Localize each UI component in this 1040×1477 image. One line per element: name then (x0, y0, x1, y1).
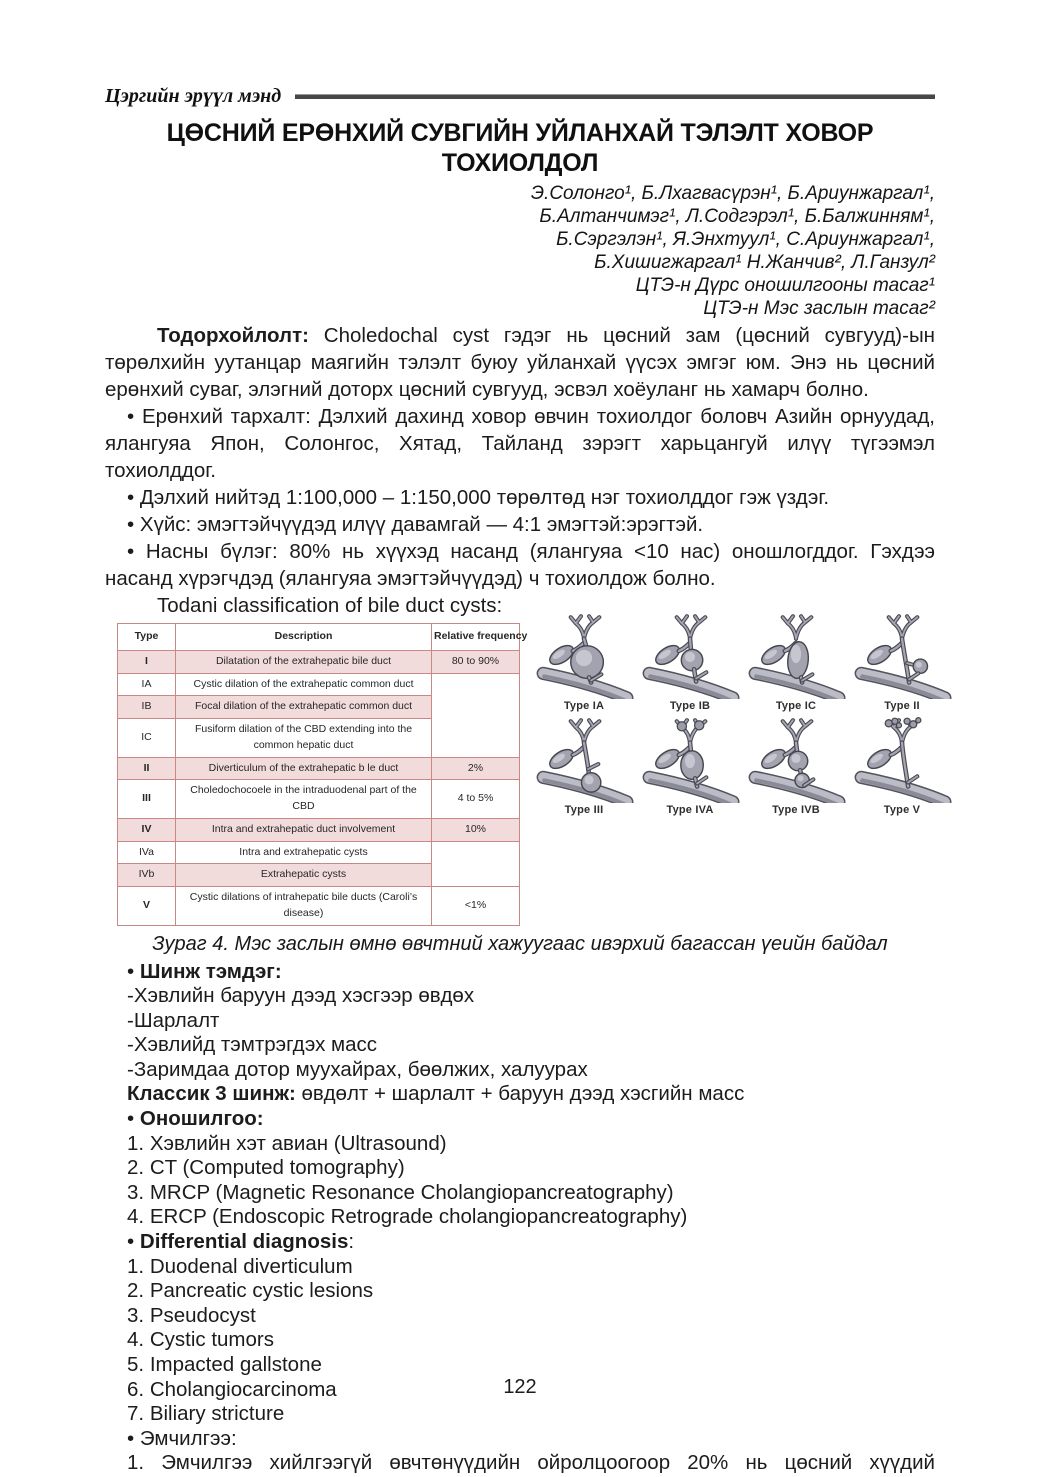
classic-triad-label: Классик 3 шинж: (127, 1082, 296, 1106)
bullet-text: Насны бүлэг: 80% нь хүүхэд насанд (ялангуяа <10 нас) оношлогддог. Гэхдээ насанд хүрэгчдэд (ялангуяа эмэгтэйчүүдэд) ч тохиолдож болно. (105, 540, 935, 590)
bile-duct-diagram-type-ivb (745, 717, 847, 803)
item-number: 4. (127, 1328, 145, 1352)
figure-cell (532, 613, 636, 713)
item-text: Pancreatic cystic lesions (149, 1279, 374, 1303)
bile-duct-diagram-type-iii (533, 717, 635, 803)
figure-label: Type IVA (666, 804, 714, 816)
description-cell: Diverticulum of the extrahepatic b le duct (176, 757, 432, 780)
frequency-cell: 80 to 90% (432, 650, 520, 673)
affiliation-line: ЦТЭ-н Мэс заслын тасаг² (703, 298, 935, 319)
type-cell: II (118, 757, 176, 780)
symptom-item: -Шарлалт (127, 1008, 220, 1032)
item-number: 6. (127, 1377, 145, 1401)
treatment-heading (105, 1427, 935, 1452)
diagnosis-item (105, 1205, 935, 1230)
bullet-marker: • (127, 540, 135, 563)
bullet-marker: • (127, 1426, 135, 1450)
author-line: Б.Хишигжаргал¹ Н.Жанчив², Л.Ганзул² (594, 252, 935, 273)
bullet-item (105, 403, 935, 484)
journal-name: Цэргийн эрүүл мэнд (105, 84, 282, 107)
definition-label: Тодорхойлолт: (157, 324, 309, 347)
table-row (118, 757, 520, 780)
treatment-heading-text: Эмчилгээ: (139, 1426, 237, 1450)
bile-duct-diagram-type-ib (639, 613, 741, 699)
classic-triad-line (105, 1082, 935, 1107)
description-cell: Intra and extrahepatic cysts (176, 841, 432, 864)
article-title: ЦӨСНИЙ ЕРӨНХИЙ СУВГИЙН УЙЛАНХАЙ ТЭЛЭЛТ ХОВОР ТОХИОЛДОЛ (166, 119, 874, 177)
bile-duct-diagram-type-ic (745, 613, 847, 699)
classic-triad-text: өвдөлт + шарлалт + баруун дээд хэсгийн масс (301, 1082, 745, 1106)
bullet-item (105, 484, 935, 511)
bile-duct-diagram-type-iva (639, 717, 741, 803)
item-text: Хэвлийн хэт авиан (Ultrasound) (149, 1131, 447, 1155)
description-cell: Focal dilation of the extrahepatic common duct (176, 696, 432, 719)
description-cell: Fusiform dilation of the CBD extending into the common hepatic duct (176, 719, 432, 758)
bullet-text: Дэлхий нийтэд 1:100,000 – 1:150,000 төрөлтөд нэг тохиолддог гэж үздэг. (139, 486, 830, 509)
type-cell: III (118, 780, 176, 819)
item-number: 2. (127, 1156, 145, 1180)
definition-paragraph (105, 322, 935, 403)
type-cell: V (118, 887, 176, 926)
item-text: Cholangiocarcinoma (149, 1377, 337, 1401)
symptom-item: -Хэвлийн баруун дээд хэсгээр өвдөх (127, 984, 475, 1008)
description-cell: Extrahepatic cysts (176, 864, 432, 887)
frequency-cell: 2% (432, 757, 520, 780)
item-text: ERCP (Endoscopic Retrograde cholangiopancreatography) (149, 1205, 688, 1229)
differential-item (105, 1353, 935, 1378)
figure-cell (532, 717, 636, 817)
todani-table (117, 623, 528, 926)
description-cell: Choledochocoele in the intraduodenal part of the CBD (176, 780, 432, 819)
item-text: Biliary stricture (149, 1402, 285, 1426)
type-cell: I (118, 650, 176, 673)
frequency-cell: <1% (432, 887, 520, 926)
figure-label: Type IB (669, 700, 711, 712)
type-cell: IV (118, 818, 176, 841)
type-cell: IVb (118, 864, 176, 887)
item-text: Cystic tumors (149, 1328, 274, 1352)
figure-cell (638, 613, 742, 713)
bullet-marker: • (127, 405, 135, 428)
type-cell: IB (118, 696, 176, 719)
page-number: 122 (503, 1376, 537, 1398)
differential-heading-text: Differential diagnosis (139, 1230, 349, 1254)
journal-header (105, 84, 935, 108)
diagnosis-heading (105, 1107, 935, 1132)
differential-item (105, 1255, 935, 1280)
symptoms-heading (105, 960, 935, 985)
figure-label: Type IC (775, 700, 817, 712)
table-row (118, 841, 520, 864)
figure-cell (744, 717, 848, 817)
figure-caption: Зураг 4. Мэс заслын өмнө өвчтний хажуугаас ивэрхий багассан үеийн байдал (152, 932, 888, 955)
frequency-cell: 4 to 5% (432, 780, 520, 819)
bile-duct-diagram-type-ii (851, 613, 953, 699)
bullet-marker: • (127, 959, 135, 983)
symptom-item: -Заримдаа дотор муухайрах, бөөлжих, халуурах (127, 1057, 588, 1081)
bullet-marker: • (127, 1107, 135, 1131)
description-cell: Intra and extrahepatic duct involvement (176, 818, 432, 841)
item-number: 1. (127, 1131, 145, 1155)
item-text: Pseudocyst (149, 1303, 256, 1327)
bullet-marker: • (127, 513, 135, 536)
item-number: 1. (127, 1451, 145, 1475)
figure-cell (744, 613, 848, 713)
table-header-cell: Type (118, 624, 176, 651)
type-cell: IA (118, 673, 176, 696)
description-cell: Cystic dilation of the extrahepatic common duct (176, 673, 432, 696)
item-number: 7. (127, 1402, 145, 1426)
table-row (118, 650, 520, 673)
item-number: 3. (127, 1303, 145, 1327)
figure-cell (638, 717, 742, 817)
type-cell: IVa (118, 841, 176, 864)
bile-duct-diagram-type-ia (533, 613, 635, 699)
authors-block (105, 182, 935, 320)
table-row (118, 673, 520, 696)
symptoms-heading-text: Шинж тэмдэг: (139, 959, 282, 983)
figure-label: Type IA (563, 700, 605, 712)
bullet-marker: • (127, 1230, 135, 1254)
type-cell: IC (118, 719, 176, 758)
figure-label: Type V (883, 804, 921, 816)
bullet-item (105, 511, 935, 538)
differential-item (105, 1402, 935, 1427)
diagnosis-item (105, 1181, 935, 1206)
bullet-text: Ерөнхий тархалт: Дэлхий дахинд ховор өвчин тохиолдог боловч Азийн орнуудад, ялангуяа Япон, Солонгос, Хятад, Тайланд зэрэгт харьцангуй илүү түгээмэл тохиолддог. (105, 405, 935, 482)
table-header-cell: Description (176, 624, 432, 651)
frequency-cell (432, 673, 520, 757)
differential-item (105, 1328, 935, 1353)
item-number: 2. (127, 1279, 145, 1303)
diagnosis-heading-text: Оношилгоо: (139, 1107, 264, 1131)
definition-text: Choledochal cyst гэдэг нь цөсний зам (цөсний сувгууд)-ын төрөлхийн уутанцар маягийн тэлэлт буюу уйланхай үүсэх эмгэг юм. Энэ нь цөсний ерөнхий суваг, элэгний доторх цөсний сувгууд, эсвэл хоёуланг нь хамарч болно. (105, 324, 935, 401)
symptom-item: -Хэвлийд тэмтрэгдэх масс (127, 1033, 378, 1057)
bullet-text: Хүйс: эмэгтэйчүүдэд илүү давамгай — 4:1 эмэгтэй:эрэгтэй. (139, 513, 704, 536)
differential-item (105, 1304, 935, 1329)
differential-colon: : (348, 1230, 355, 1254)
author-line: Б.Алтанчимэг¹, Л.Содгэрэл¹, Б.Балжинням¹, (539, 206, 935, 227)
table-row (118, 818, 520, 841)
bullet-item (105, 538, 935, 592)
description-cell: Dilatation of the extrahepatic bile duct (176, 650, 432, 673)
item-number: 5. (127, 1353, 145, 1376)
treatment-item (105, 1451, 935, 1476)
todani-lead-in: Todani classification of bile duct cysts: (157, 594, 503, 617)
bullet-marker: • (127, 486, 135, 509)
item-text: Impacted gallstone (149, 1353, 322, 1376)
author-line: Э.Солонго¹, Б.Лхагвасүрэн¹, Б.Ариунжаргал¹, (530, 183, 935, 204)
table-header-cell: Relative frequency (432, 624, 520, 651)
table-row (118, 780, 520, 819)
item-text: Эмчилгээ хийлгээгүй өвчтөнүүдийн ойролцоогоор 20% нь цөсний хүүдий (161, 1451, 936, 1475)
todani-figure (105, 623, 935, 926)
item-number: 3. (127, 1180, 145, 1204)
diagnosis-item (105, 1132, 935, 1157)
figure-label: Type III (564, 804, 604, 816)
bile-duct-diagram-type-v (851, 717, 953, 803)
differential-heading (105, 1230, 935, 1255)
figure-label: Type II (884, 700, 920, 712)
item-text: CT (Computed tomography) (149, 1156, 405, 1180)
item-text: MRCP (Magnetic Resonance Cholangiopancreatography) (149, 1180, 674, 1204)
author-line: Б.Сэргэлэн¹, Я.Энхтуул¹, С.Ариунжаргал¹, (556, 229, 935, 250)
table-header-row (118, 624, 520, 651)
affiliation-line: ЦТЭ-н Дүрс оношилгооны тасаг¹ (635, 275, 935, 296)
frequency-cell: 10% (432, 818, 520, 841)
description-cell: Cystic dilations of intrahepatic bile ducts (Caroli’s disease) (176, 887, 432, 926)
item-number: 1. (127, 1254, 145, 1278)
figure-label: Type IVB (772, 804, 820, 816)
frequency-cell (432, 841, 520, 887)
item-number: 4. (127, 1205, 145, 1229)
header-rule (295, 94, 935, 99)
figure-cell (850, 613, 954, 713)
table-row (118, 887, 520, 926)
figure-cell (850, 717, 954, 817)
diagnosis-item (105, 1156, 935, 1181)
cyst-types-figure (532, 613, 955, 817)
item-text: Duodenal diverticulum (149, 1254, 353, 1278)
differential-item (105, 1279, 935, 1304)
